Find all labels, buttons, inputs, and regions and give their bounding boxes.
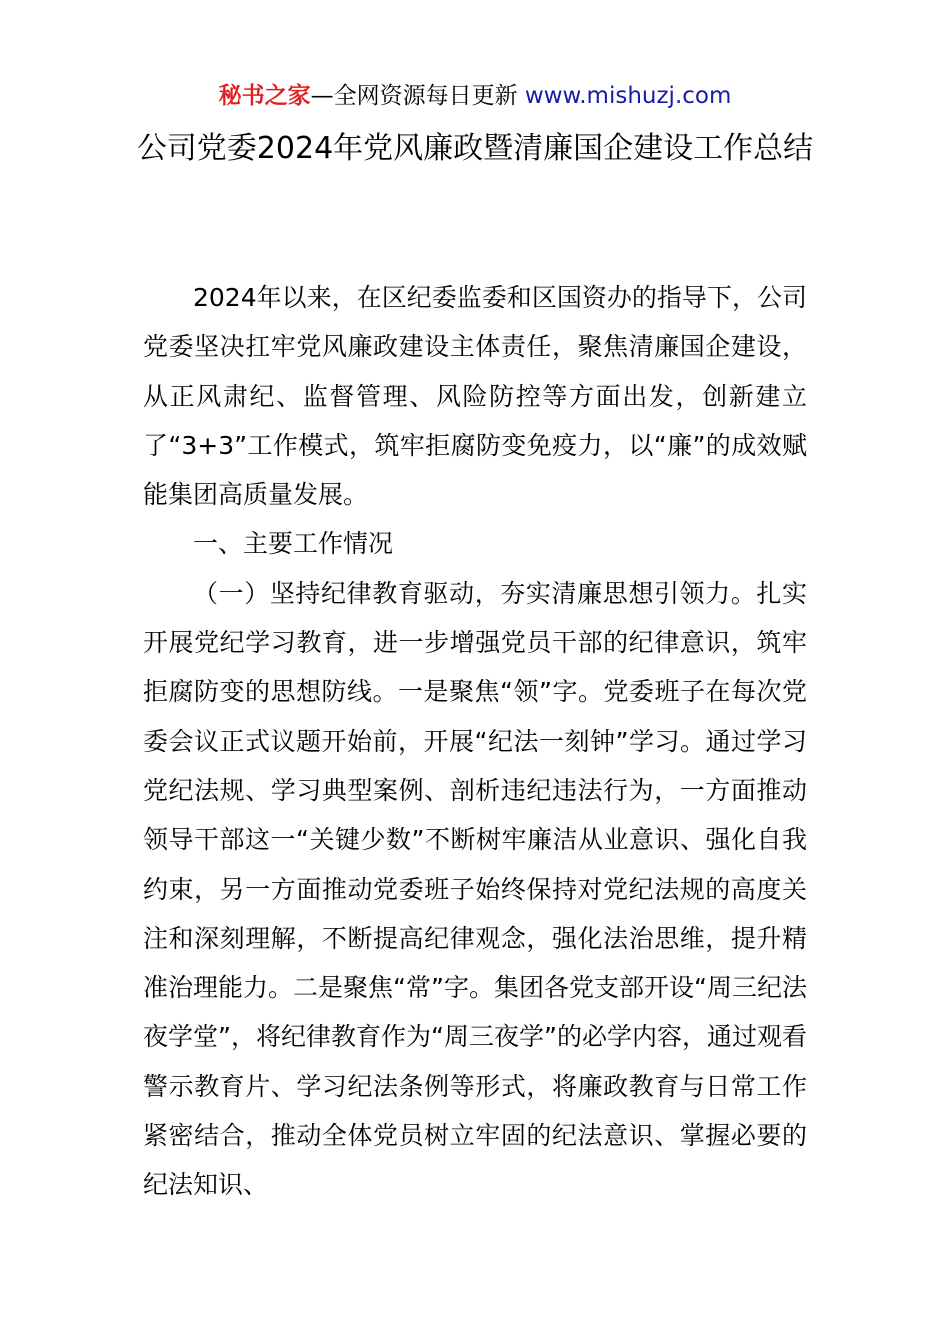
site-url: www.mishuzj.com [524, 83, 732, 109]
site-brand: 秘书之家 [218, 83, 311, 109]
paragraph-intro: 2024年以来，在区纪委监委和区国资办的指导下，公司党委坚决扛牢党风廉政建设主体责任，聚焦清廉国企建设，从正风肃纪、监督管理、风险防控等方面出发，创新建立了“3+3”工作模式，筑牢拒腐防变免疫力，以“廉”的成效赋能集团高质量发展。 [143, 283, 807, 510]
section-heading: 一、主要工作情况 [193, 529, 394, 559]
site-tagline: —全网资源每日更新 [310, 83, 525, 109]
site-header [0, 80, 950, 112]
document-body [143, 273, 807, 1210]
document-title: 公司党委2024年党风廉政暨清廉国企建设工作总结 [136, 131, 814, 166]
paragraph-section-1: （一）坚持纪律教育驱动，夯实清廉思想引领力。扎实开展党纪学习教育，进一步增强党员干部的纪律意识，筑牢拒腐防变的思想防线。一是聚焦“领”字。党委班子在每次党委会议正式议题开始前，开展“纪法一刻钟”学习。通过学习党纪法规、学习典型案例、剖析违纪违法行为，一方面推动领导干部这一“关键少数”不断树牢廉洁从业意识、强化自我约束，另一方面推动党委班子始终保持对党纪法规的高度关注和深刻理解，不断提高纪律观念，强化法治思维，提升精准治理能力。二是聚焦“常”字。集团各党支部开设“周三纪法夜学堂”，将纪律教育作为“周三夜学”的必学内容，通过观看警示教育片、学习纪法条例等形式，将廉政教育与日常工作紧密结合，推动全体党员树立牢固的纪法意识、掌握必要的纪法知识、 [143, 578, 807, 1200]
